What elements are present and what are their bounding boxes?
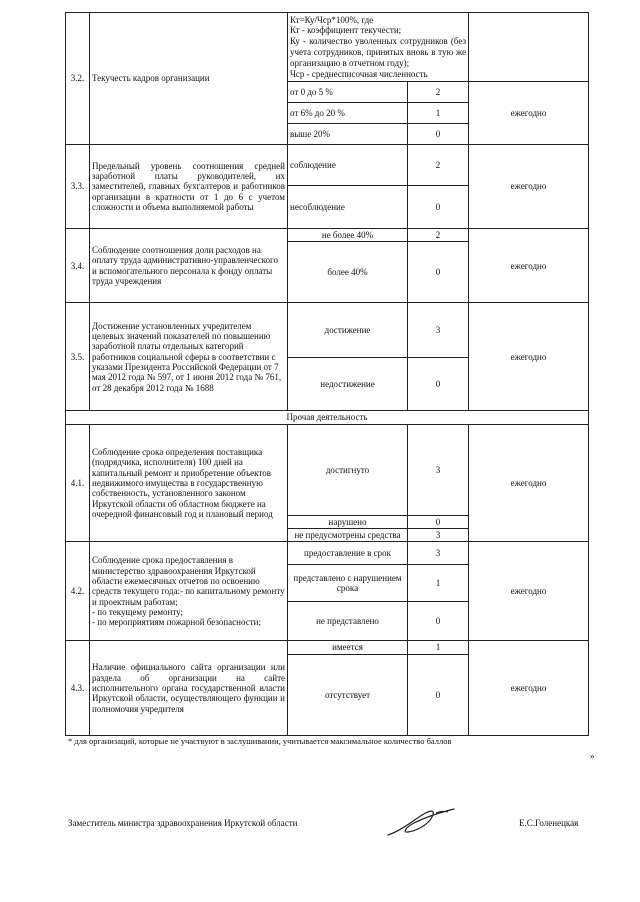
period: ежегодно	[469, 424, 589, 542]
value-label: не более 40%	[288, 229, 408, 242]
value-label: недостижение	[288, 358, 408, 411]
row-3-5	[66, 303, 589, 358]
points: 0	[408, 124, 469, 145]
row-4-1	[66, 424, 589, 515]
points: 0	[408, 602, 469, 641]
value-label: нарушено	[288, 515, 408, 528]
footnote: * для организаций, которые не участвуют в заслушивании, учитывается максимальное количество баллов	[68, 736, 452, 746]
row-3-2	[66, 13, 589, 82]
row-4-2	[66, 542, 589, 565]
points: 0	[408, 654, 469, 735]
period: ежегодно	[469, 641, 589, 735]
points: 2	[408, 229, 469, 242]
points: 1	[408, 103, 469, 124]
value-label: предоставление в срок	[288, 542, 408, 565]
formula-line: Кт=Ку/Чср*100%, где	[290, 14, 374, 25]
period-cell-empty	[469, 13, 589, 82]
period: ежегодно	[469, 82, 589, 145]
period: ежегодно	[469, 145, 589, 229]
value-label: достигнуто	[288, 424, 408, 515]
row-number: 3.4.	[66, 229, 90, 303]
points: 3	[408, 529, 469, 542]
value-label: представлено с нарушением срока	[288, 565, 408, 602]
row-4-3	[66, 641, 589, 654]
period: ежегодно	[469, 229, 589, 303]
period: ежегодно	[469, 542, 589, 641]
criteria-table	[65, 12, 589, 736]
formula-line: Кт - коэффициент текучести;	[290, 25, 402, 36]
period: ежегодно	[469, 303, 589, 411]
section-title: Прочая деятельность	[66, 411, 589, 424]
value-label: достижение	[288, 303, 408, 358]
formula-line: Чср - среднесписочная численность	[290, 68, 428, 79]
points: 0	[408, 242, 469, 303]
closing-quote: »	[590, 751, 595, 761]
criterion-text: Соблюдение срока определения поставщика (подрядчика, исполнителя) 100 дней на капитальный ремонт и приобретение объектов недвижимого имущества в государственную собственность, установленного законом Иркутской области об областном бюджете на очередной финансовый год и плановый период	[90, 424, 288, 542]
criterion-text: Достижение установленных учредителем целевых значений показателей по повышению заработной платы отдельных категорий работников социальной сферы в соответствии с указами Президента Российской Федерации от 7 мая 2012 года № 597, от 1 июня 2012 года № 761, от 28 декабря 2012 года № 1688	[90, 303, 288, 411]
points: 0	[408, 186, 469, 229]
value-label: отсутствует	[288, 654, 408, 735]
value-label: выше 20%	[288, 124, 408, 145]
points: 3	[408, 542, 469, 565]
value-label: от 0 до 5 %	[288, 82, 408, 103]
value-label: несоблюдение	[288, 186, 408, 229]
row-number: 3.3.	[66, 145, 90, 229]
value-label: от 6% до 20 %	[288, 103, 408, 124]
points: 2	[408, 145, 469, 186]
row-3-3	[66, 145, 589, 186]
formula-line: Ку - количество уволенных сотрудников (без учета сотрудников, принятых вновь в тую же организацию в отчетном году);	[290, 36, 467, 68]
points: 1	[408, 565, 469, 602]
value-label: соблюдение	[288, 145, 408, 186]
value-label: не предусмотрены средства	[288, 529, 408, 542]
criterion-text: Соблюдение соотношения доли расходов на оплату труда административно-управленческого и вспомогательного персонала к фонду оплаты труда учреждения	[90, 229, 288, 303]
row-number: 3.2.	[66, 13, 90, 145]
value-label: не представлено	[288, 602, 408, 641]
value-label: имеется	[288, 641, 408, 654]
signature-title: Заместитель министра здравоохранения Иркутской области	[68, 818, 298, 828]
points: 3	[408, 424, 469, 515]
points: 0	[408, 358, 469, 411]
formula-cell	[288, 13, 469, 82]
section-row	[66, 411, 589, 424]
signature-name: Е.С.Голенецкая	[519, 818, 579, 828]
points: 2	[408, 82, 469, 103]
row-number: 4.1.	[66, 424, 90, 542]
row-number: 4.2.	[66, 542, 90, 641]
row-number: 3.5.	[66, 303, 90, 411]
criterion-text: Соблюдение срока предоставления в министерство здравоохранения Иркутской области ежемесячных отчетов по освоению средств текущего года:- по капитальному ремонту и проектным работам; - по текущему ремонту; - по мероприятиям пожарной безопасности;	[90, 542, 288, 641]
points: 0	[408, 515, 469, 528]
value-label: более 40%	[288, 242, 408, 303]
criterion-text: Предельный уровень соотношения средней заработной платы руководителей, их заместителей, главных бухгалтеров и работников организации в кратности от 1 до 6 с учетом сложности и объема выполняемой работы	[90, 145, 288, 229]
handwritten-signature	[380, 801, 460, 841]
criterion-text: Наличие официального сайта организации или раздела об организации на сайте исполнительного органа государственной власти Иркутской области, осуществляющего функции и полномочия учредителя	[90, 641, 288, 735]
row-number: 4.3.	[66, 641, 90, 735]
row-3-4	[66, 229, 589, 242]
criterion-text: Текучесть кадров организации	[90, 13, 288, 145]
points: 1	[408, 641, 469, 654]
points: 3	[408, 303, 469, 358]
